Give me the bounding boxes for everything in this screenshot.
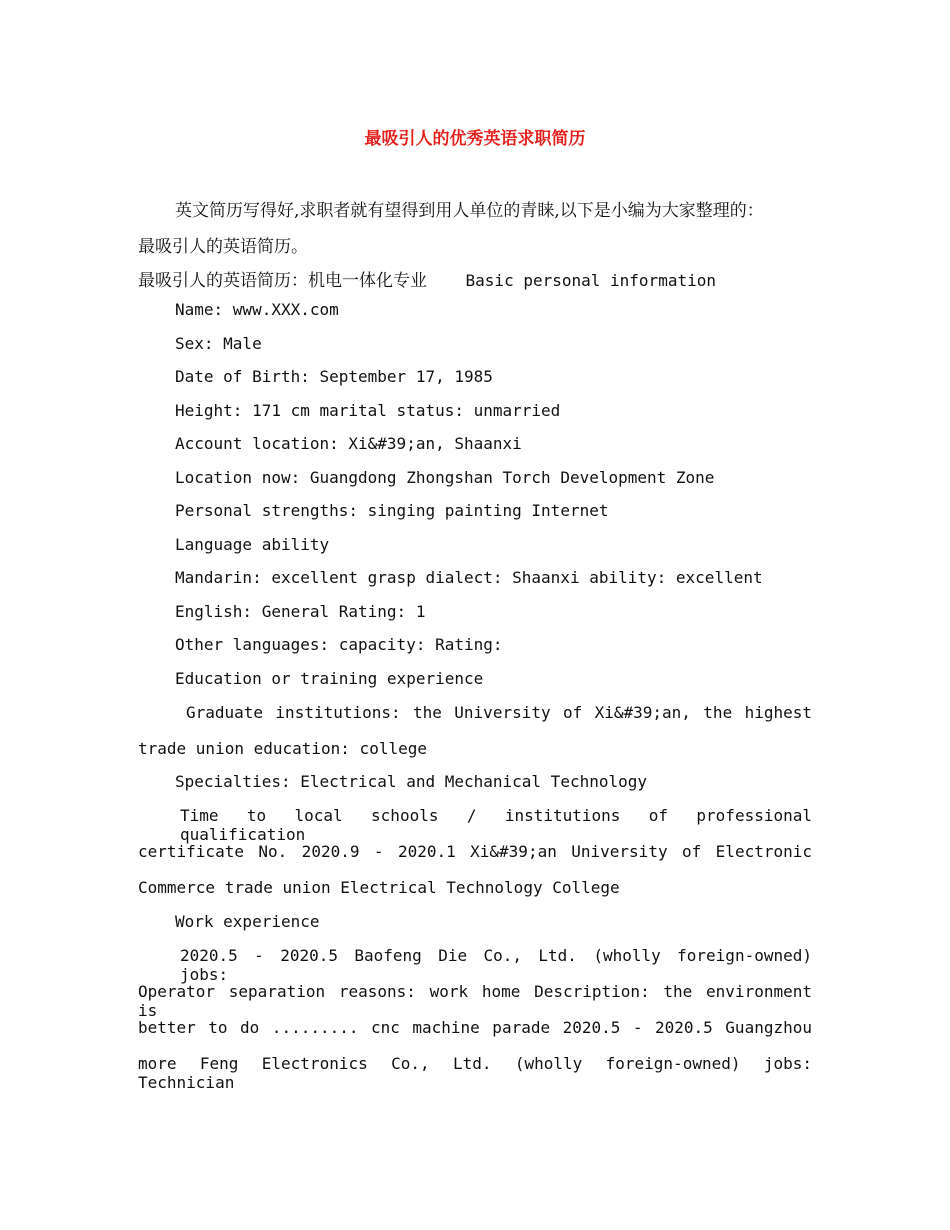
field-location: Location now: Guangdong Zhongshan Torch Development Zone: [175, 468, 715, 487]
graduate-line-2: trade union education: college: [138, 739, 427, 758]
field-mandarin: Mandarin: excellent grasp dialect: Shaanxi ability: excellent: [175, 568, 763, 587]
field-english: English: General Rating: 1: [175, 602, 426, 621]
graduate-line-1: Graduate institutions: the University of Xi&#39;an, the highest: [186, 703, 812, 722]
field-name: Name: www.XXX.com: [175, 300, 339, 319]
field-specialties: Specialties: Electrical and Mechanical Technology: [175, 772, 648, 791]
work-line-2: Operator separation reasons: work home Description: the environment is: [138, 982, 812, 1020]
time-line-1: Time to local schools / institutions of professional qualification: [180, 806, 812, 844]
work-line-4: more Feng Electronics Co., Ltd. (wholly foreign-owned) jobs: Technician: [138, 1054, 812, 1092]
work-line-3: better to do ......... cnc machine parade 2020.5 - 2020.5 Guangzhou: [138, 1018, 812, 1037]
intro-line-2: 最吸引人的英语简历。: [138, 237, 308, 257]
section-heading-en: Basic personal information: [465, 271, 716, 290]
time-line-3: Commerce trade union Electrical Technology College: [138, 878, 620, 897]
field-dob: Date of Birth: September 17, 1985: [175, 367, 493, 386]
section-heading-cn: 最吸引人的英语简历：机电一体化专业: [138, 271, 427, 291]
education-heading: Education or training experience: [175, 669, 484, 688]
field-other-languages: Other languages: capacity: Rating:: [175, 635, 503, 654]
time-line-2: certificate No. 2020.9 - 2020.1 Xi&#39;an University of Electronic: [138, 842, 812, 861]
field-sex: Sex: Male: [175, 334, 262, 353]
work-heading: Work experience: [175, 912, 320, 931]
field-account: Account location: Xi&#39;an, Shaanxi: [175, 434, 522, 453]
page-title: 最吸引人的优秀英语求职简历: [364, 129, 586, 149]
section-heading: [138, 266, 812, 291]
field-height: Height: 171 cm marital status: unmarried: [175, 401, 561, 420]
work-line-1: 2020.5 - 2020.5 Baofeng Die Co., Ltd. (wholly foreign-owned) jobs:: [180, 946, 812, 984]
language-heading: Language ability: [175, 535, 330, 554]
field-strengths: Personal strengths: singing painting Internet: [175, 501, 609, 520]
intro-line-1: 英文简历写得好,求职者就有望得到用人单位的青睐,以下是小编为大家整理的：: [175, 201, 764, 221]
